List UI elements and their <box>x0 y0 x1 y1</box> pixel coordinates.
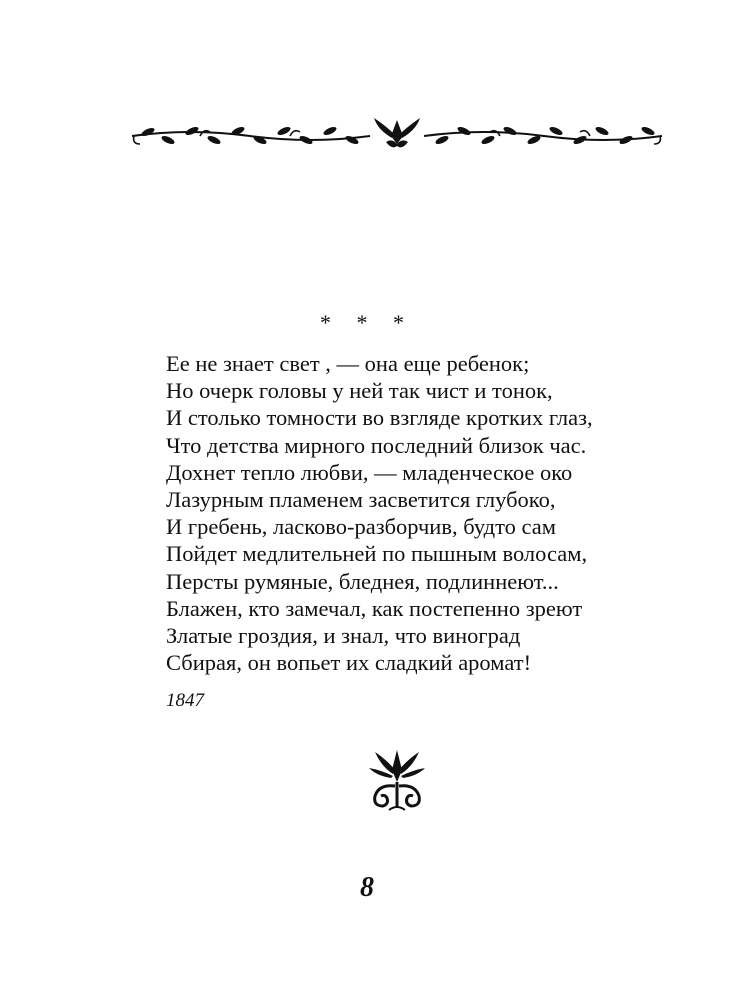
poem-line: Пойдет медлительней по пышным волосам, <box>166 541 588 567</box>
poem-line: Дохнет тепло любви, — младенческое око <box>166 459 573 485</box>
fleuron-ornament <box>365 748 429 814</box>
poem-line: Златые гроздия, и знал, что виноград <box>166 623 521 649</box>
floral-border-ornament <box>130 116 664 152</box>
poem-line: Блажен, кто замечал, как постепенно зреют <box>166 595 583 621</box>
poem-line: И гребень, ласково-разборчив, будто сам <box>166 514 556 540</box>
poem-date: 1847 <box>166 690 204 711</box>
poem-line: Но очерк головы у ней так чист и тонок, <box>166 378 553 404</box>
poem-line: Что детства мирного последний близок час. <box>166 432 587 458</box>
poem-text <box>166 350 686 676</box>
poem-line: Лазурным пламенем засветится глубоко, <box>166 487 556 513</box>
poem-line: Ее не знает свет , — она еще ребенок; <box>166 351 530 376</box>
section-separator: * * * <box>320 310 414 335</box>
page-number: 8 <box>360 872 374 903</box>
poem-line: И столько томности во взгляде кротких глаз, <box>166 405 593 431</box>
poem-line: Персты румяные, бледнея, подлиннеют... <box>166 568 559 594</box>
poem-line: Сбирая, он вопьет их сладкий аромат! <box>166 650 532 676</box>
